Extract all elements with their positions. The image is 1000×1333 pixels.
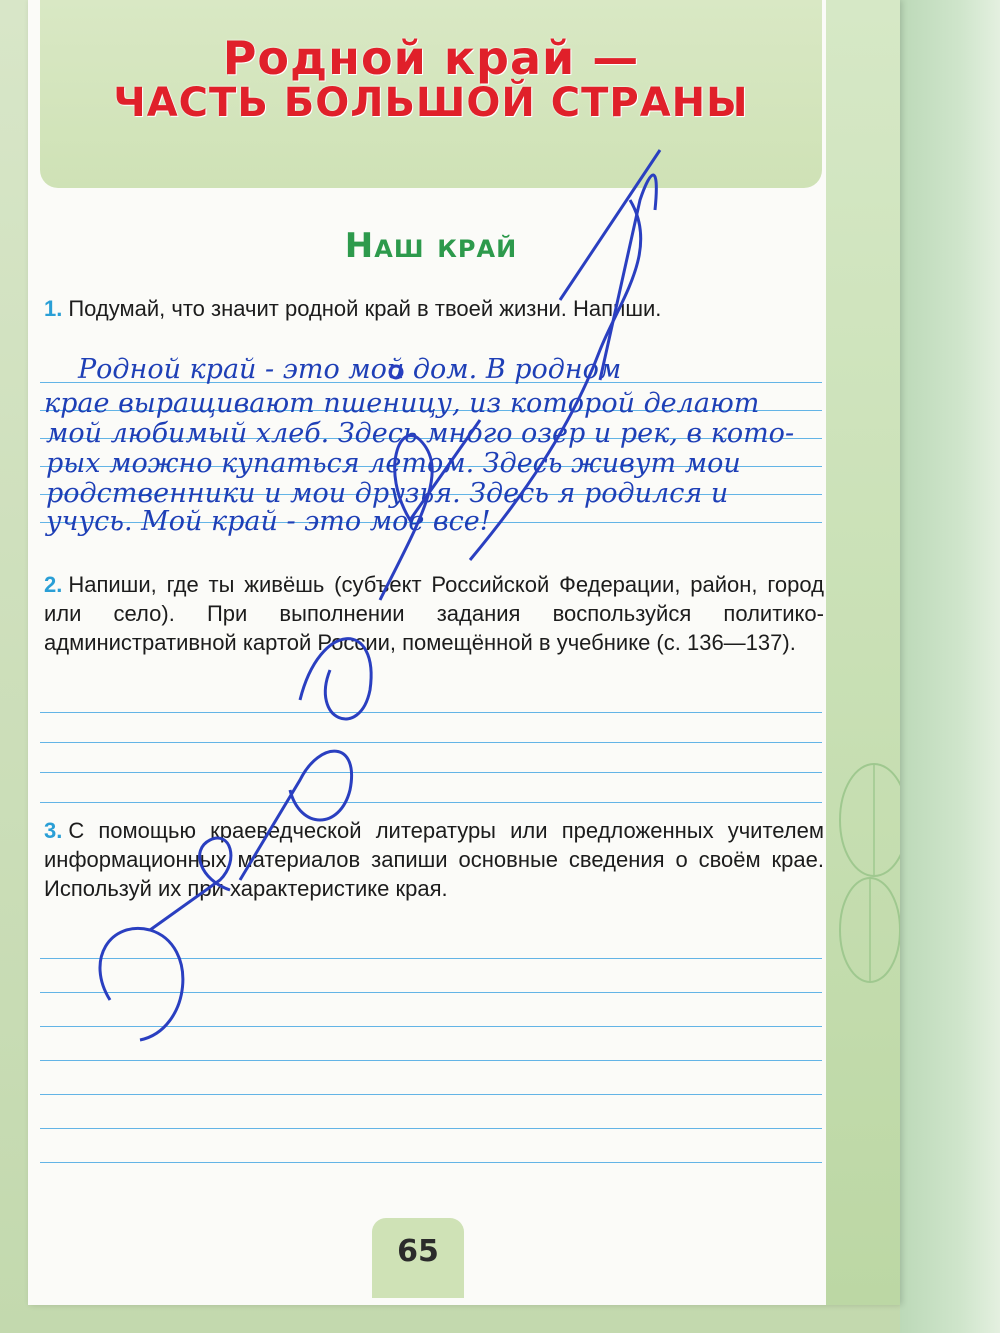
decorative-side-panel (826, 0, 900, 1305)
answer-line (40, 958, 822, 959)
task-text: С помощью краеведческой литературы или предложенных учителем информационных материалов запиши основные сведения о своём крае. Используй их при характеристике края. (44, 818, 824, 901)
chapter-title (40, 31, 822, 127)
task-text: Напиши, где ты живёшь (субъект Российской Федерации, район, город или село). При выполнении задания воспользуйся политико-административной картой России, помещённой в учебнике (с. 136—137). (44, 572, 824, 655)
chapter-title-line1: Родной край — (222, 31, 640, 85)
task-number: 3. (44, 818, 63, 843)
answer-line (40, 1128, 822, 1129)
task-2 (44, 570, 824, 657)
task-number: 2. (44, 572, 63, 597)
answer-line (40, 1094, 822, 1095)
answer-line (40, 742, 822, 743)
task-number: 1. (44, 296, 63, 321)
section-title: Наш край (344, 226, 518, 266)
leaf-decoration-icon (834, 760, 900, 1000)
answer-line (40, 772, 822, 773)
handwritten-answer-line: мой любимый хлеб. Здесь много озер и рек, в кото- (46, 418, 795, 449)
answer-line (40, 1026, 822, 1027)
answer-line (40, 712, 822, 713)
task-text: Подумай, что значит родной край в твоей жизни. Напиши. (68, 296, 662, 321)
answer-line (40, 1060, 822, 1061)
handwritten-answer-line: рых можно купаться летом. Здесь живут мои (46, 448, 741, 479)
answer-line (40, 802, 822, 803)
handwritten-answer-line: учусь. Мой край - это мое все! (46, 506, 491, 537)
handwritten-answer-line: Родной край - это мой дом. В родном (78, 354, 622, 385)
answer-line (40, 1162, 822, 1163)
handwritten-answer-line: родственники и мои друзья. Здесь я родился и (46, 478, 729, 509)
task-1 (44, 294, 824, 323)
answer-line (40, 992, 822, 993)
right-edge-strip (900, 0, 1000, 1333)
page-number: 65 (397, 1234, 439, 1269)
chapter-title-line2: ЧАСТЬ БОЛЬШОЙ СТРАНЫ (113, 80, 749, 127)
task-3 (44, 816, 824, 903)
handwritten-answer-line: крае выращивают пшеницу, из которой делают (44, 388, 760, 419)
